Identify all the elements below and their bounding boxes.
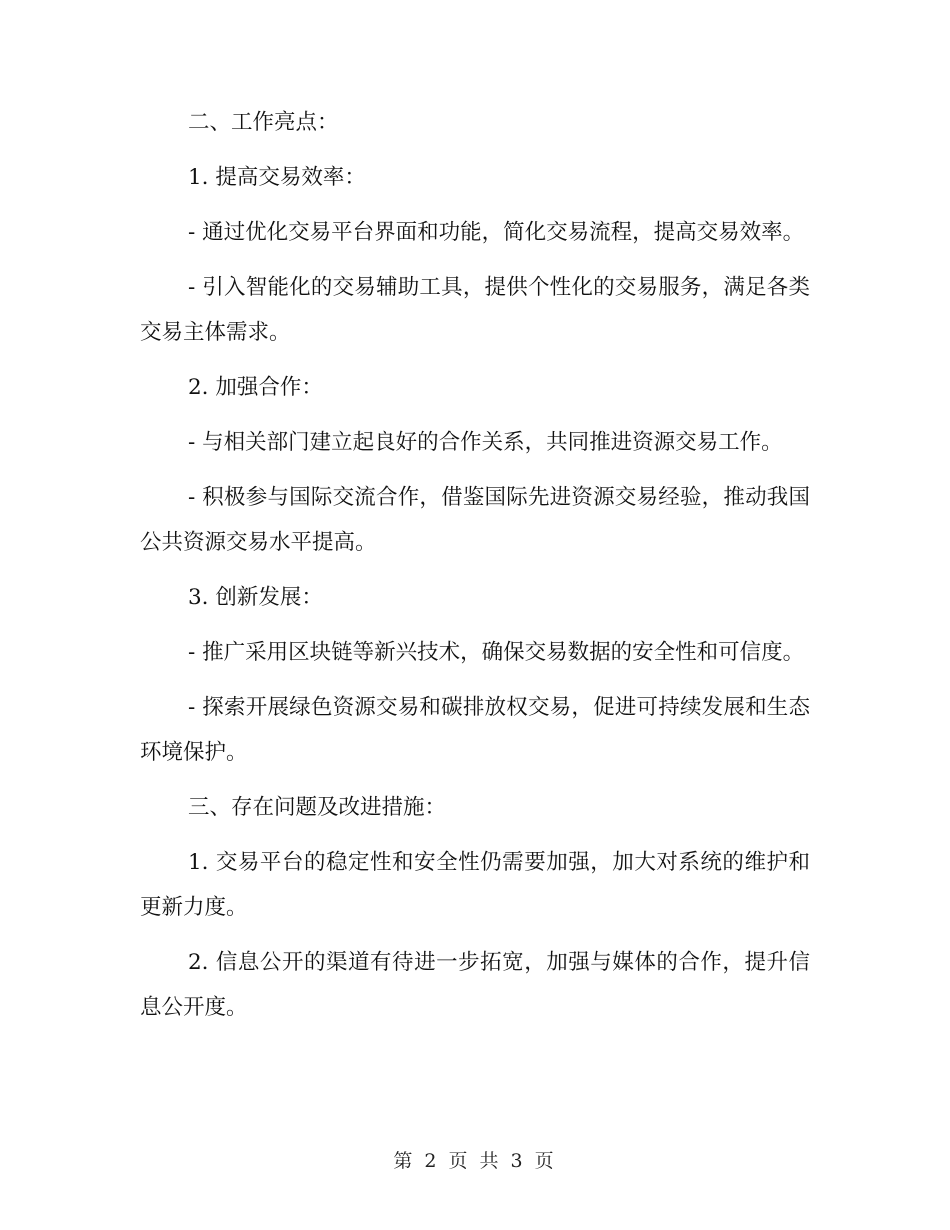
numbered-paragraph: 2. 信息公开的渠道有待进一步拓宽，加强与媒体的合作，提升信息公开度。	[140, 950, 810, 1020]
section-heading-problems: 三、存在问题及改进措施：	[188, 795, 447, 820]
page-number-footer: 第 2 页 共 3 页	[393, 1150, 557, 1172]
numbered-paragraph: 1. 交易平台的稳定性和安全性仍需要加强，加大对系统的维护和更新力度。	[140, 850, 810, 920]
document-body	[140, 100, 810, 1040]
bullet-paragraph: - 引入智能化的交易辅助工具，提供个性化的交易服务，满足各类交易主体需求。	[140, 275, 810, 345]
bullet-paragraph: - 与相关部门建立起良好的合作关系，共同推进资源交易工作。	[188, 430, 783, 455]
subheading-cooperation: 2. 加强合作：	[188, 375, 323, 400]
bullet-paragraph: - 积极参与国际交流合作，借鉴国际先进资源交易经验，推动我国公共资源交易水平提高。	[140, 485, 810, 555]
bullet-paragraph: - 通过优化交易平台界面和功能，简化交易流程，提高交易效率。	[188, 220, 805, 245]
section-heading-highlights: 二、工作亮点：	[188, 110, 339, 135]
subheading-innovation: 3. 创新发展：	[188, 585, 323, 610]
subheading-efficiency: 1. 提高交易效率：	[188, 165, 366, 190]
bullet-paragraph: - 推广采用区块链等新兴技术，确保交易数据的安全性和可信度。	[188, 640, 805, 665]
bullet-paragraph: - 探索开展绿色资源交易和碳排放权交易，促进可持续发展和生态环境保护。	[140, 695, 810, 765]
